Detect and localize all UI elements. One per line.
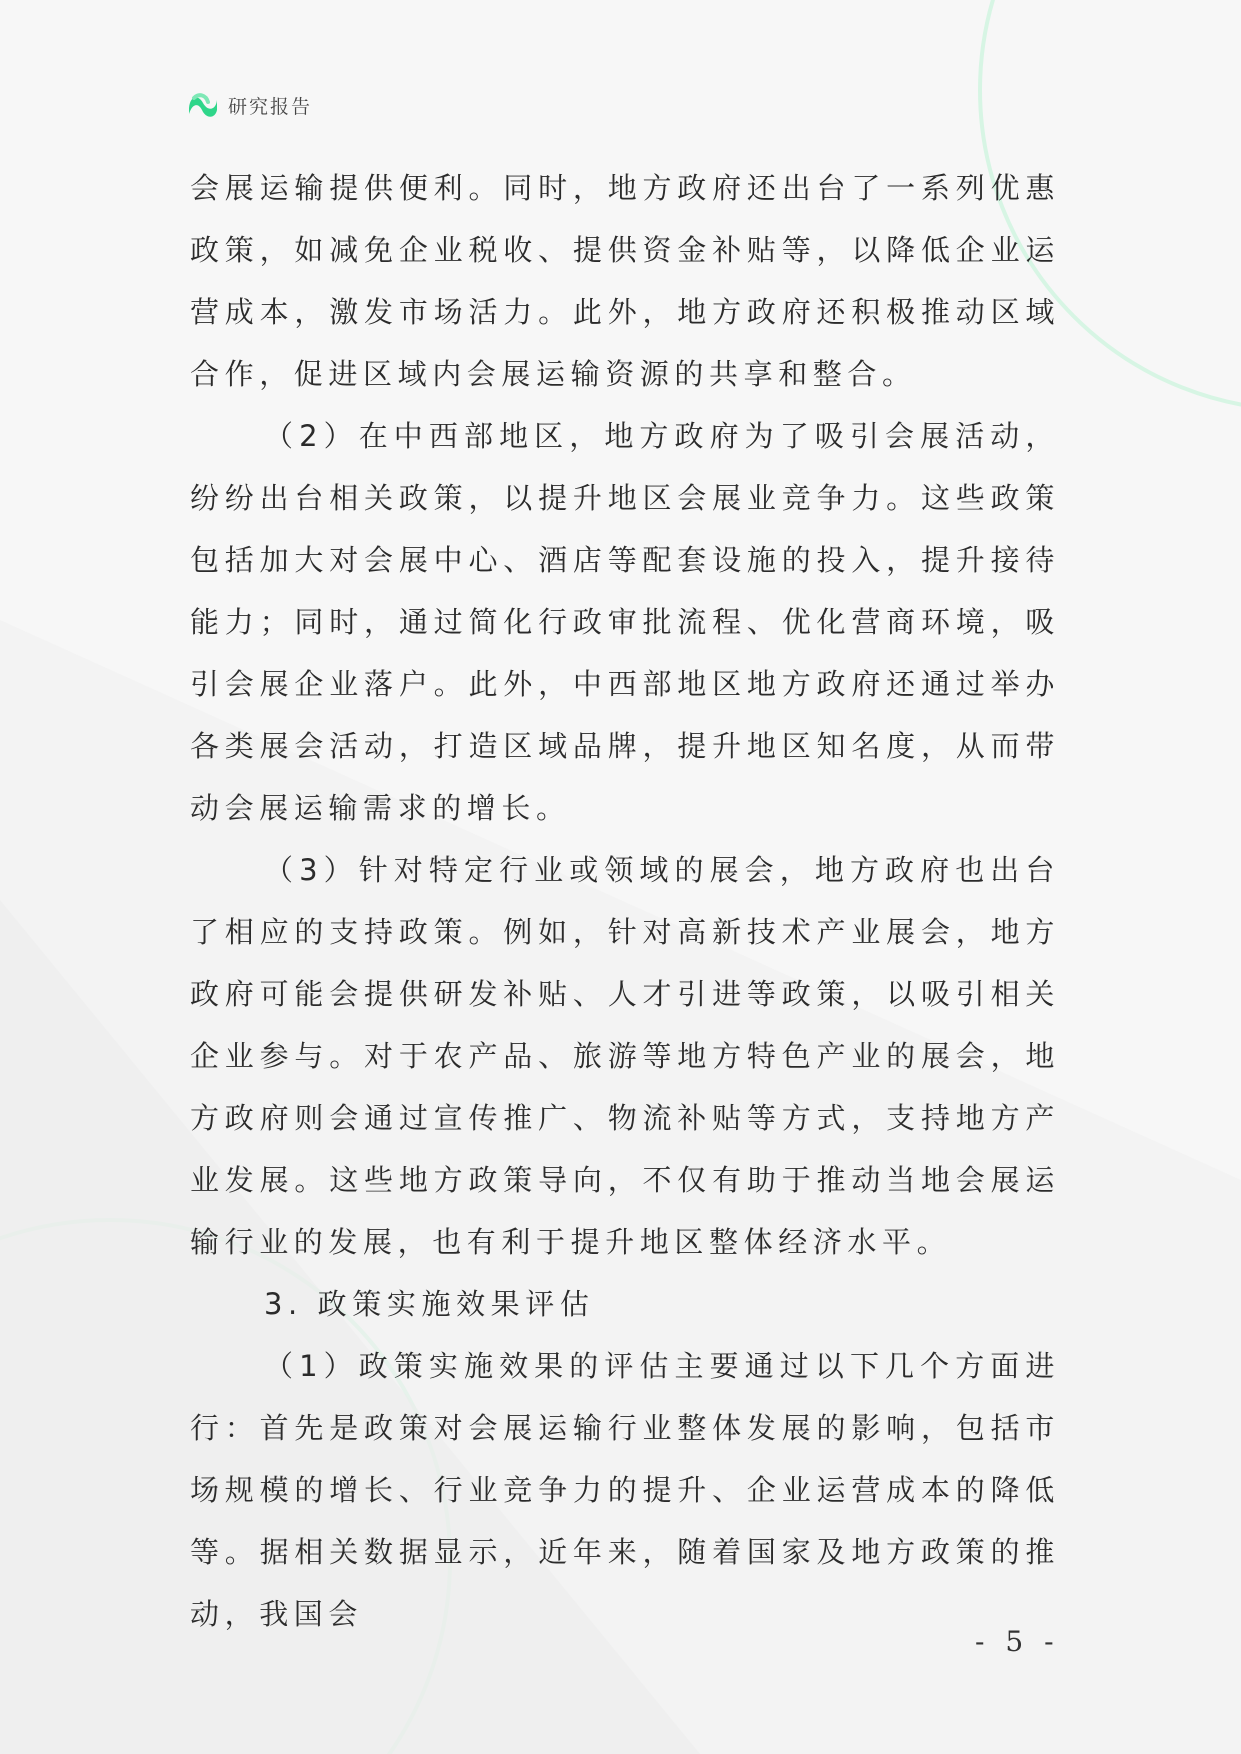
paragraph-4: （1）政策实施效果的评估主要通过以下几个方面进行：首先是政策对会展运输行业整体发展的影响，包括市场规模的增长、行业竞争力的提升、企业运营成本的降低等。据相关数据显示，近年来，随着国家及地方政策的推动，我国会 [190,1349,1060,1631]
document-body [190,157,1060,1645]
report-header [186,88,312,122]
paragraph-3: （3）针对特定行业或领域的展会，地方政府也出台了相应的支持政策。例如，针对高新技术产业展会，地方政府可能会提供研发补贴、人才引进等政策，以吸引相关企业参与。对于农产品、旅游等地方特色产业的展会，地方政府则会通过宣传推广、物流补贴等方式，支持地方产业发展。这些地方政策导向，不仅有助于推动当地会展运输行业的发展，也有利于提升地区整体经济水平。 [190,853,1060,1259]
brand-logo-icon [186,88,220,122]
paragraph-1: 会展运输提供便利。同时，地方政府还出台了一系列优惠政策，如减免企业税收、提供资金补贴等，以降低企业运营成本，激发市场活力。此外，地方政府还积极推动区域合作，促进区域内会展运输资源的共享和整合。 [190,171,1060,391]
page-number: - 5 - [975,1625,1060,1658]
paragraph-2: （2）在中西部地区，地方政府为了吸引会展活动，纷纷出台相关政策，以提升地区会展业竞争力。这些政策包括加大对会展中心、酒店等配套设施的投入，提升接待能力；同时，通过简化行政审批流程、优化营商环境，吸引会展企业落户。此外，中西部地区地方政府还通过举办各类展会活动，打造区域品牌，提升地区知名度，从而带动会展运输需求的增长。 [190,419,1060,825]
section-heading: 3. 政策实施效果评估 [264,1287,595,1321]
header-title: 研究报告 [228,95,313,118]
